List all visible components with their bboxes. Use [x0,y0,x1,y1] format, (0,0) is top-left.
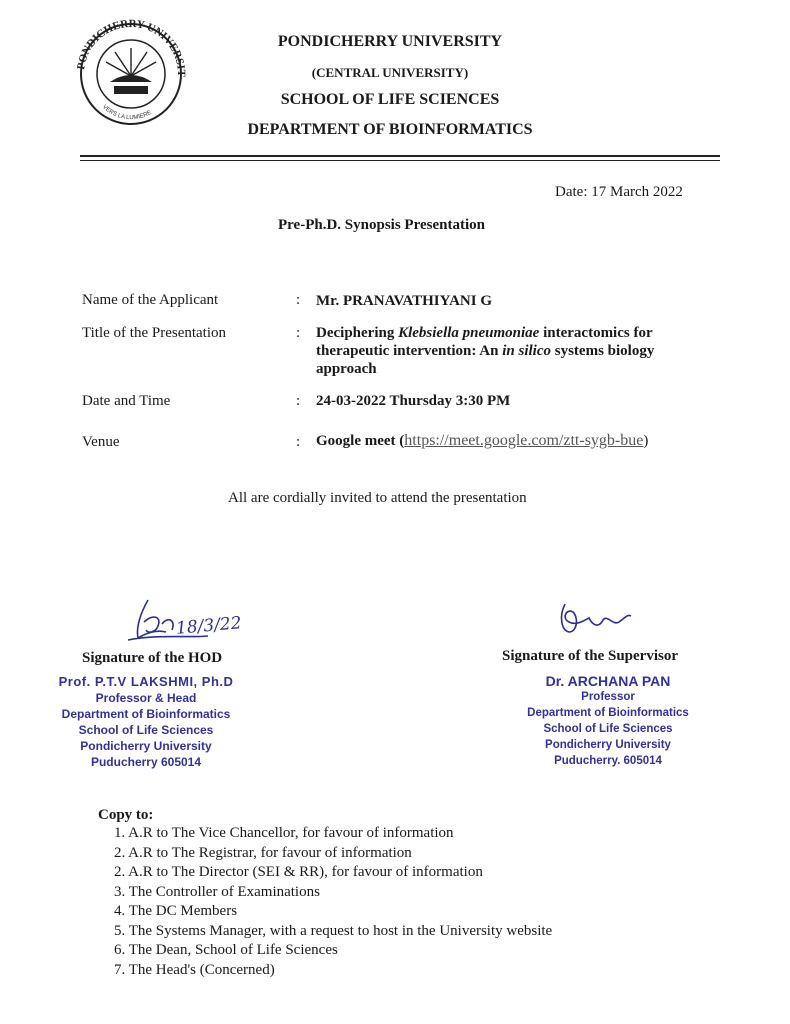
university-name: PONDICHERRY UNIVERSITY [277,33,503,50]
title-text: Deciphering [316,325,399,341]
header-divider [80,155,720,157]
list-item: 4. The DC Members [114,903,238,919]
subject-title: Pre-Ph.D. Synopsis Presentation [278,217,485,233]
list-item: 6. The Dean, School of Life Sciences [114,942,338,958]
colon: : [296,325,301,341]
title-italic-species: Klebsiella pneumoniae [398,325,540,341]
colon: : [296,393,301,409]
department-name: DEPARTMENT OF BIOINFORMATICS [247,121,533,138]
title-italic-insilico: in silico [502,343,551,359]
copy-to-list [114,824,552,980]
hod-signature-date: 18/3/22 [175,613,243,639]
venue-value [316,432,648,450]
venue-close: ) [643,433,649,449]
hod-stamp-line: Puducherry 605014 [90,755,202,769]
supervisor-stamp [503,673,713,769]
meeting-link[interactable]: https://meet.google.com/ztt-sygb-bue [404,432,644,449]
letter-date: Date: 17 March 2022 [555,184,683,200]
list-item: 3. The Controller of Examinations [114,883,320,900]
supervisor-stamp-line: Department of Bioinformatics [527,707,689,719]
svg-text:PONDICHERRY UNIVERSITY [70,18,187,78]
presentation-datetime: 24-03-2022 Thursday 3:30 PM [316,393,511,409]
invitation-text: All are cordially invited to attend the presentation [228,490,527,506]
supervisor-stamp-name: Dr. ARCHANA PAN [545,673,671,689]
seal-top-text: PONDICHERRY UNIVERSIT [75,18,188,77]
hod-signature [118,594,288,650]
copy-to-title: Copy to: [98,807,154,823]
applicant-label: Name of the Applicant [82,292,219,308]
university-seal [70,18,192,126]
supervisor-caption: Signature of the Supervisor [502,648,678,664]
supervisor-stamp-line: Puducherry. 605014 [554,755,662,767]
hod-stamp-line: School of Life Sciences [78,723,214,737]
supervisor-signature [555,596,635,640]
central-university: (CENTRAL UNIVERSITY) [311,65,469,80]
list-item: 2. A.R to The Registrar, for favour of information [114,844,412,861]
hod-stamp-name: Prof. P.T.V LAKSHMI, Ph.D [58,674,234,689]
title-text: systems biology approach [316,343,655,377]
venue-text: Google meet ( [316,433,405,449]
list-item: 7. The Head's (Concerned) [114,961,275,978]
title-text: interactomics for therapeutic intervention: An [316,325,653,359]
header-divider-2 [80,160,720,161]
supervisor-stamp-line: Pondicherry University [545,739,671,751]
seal-bottom-text: VERS LA LUMIERE [101,104,153,122]
colon: : [296,292,301,308]
hod-caption: Signature of the HOD [82,650,223,666]
list-item: 5. The Systems Manager, with a request to host in the University website [114,922,553,939]
hod-stamp [44,674,248,770]
presentation-title [316,324,716,378]
venue-label: Venue [82,434,120,450]
hod-stamp-line: Department of Bioinformatics [61,707,231,721]
datetime-label: Date and Time [82,393,171,409]
list-item: 2. A.R to The Director (SEI & RR), for favour of information [114,864,483,880]
hod-stamp-line: Professor & Head [95,691,197,705]
title-label: Title of the Presentation [82,325,227,341]
applicant-name: Mr. PRANAVATHIYANI G [316,293,493,309]
list-item: 1. A.R to The Vice Chancellor, for favour of information [114,825,454,841]
school-name: SCHOOL OF LIFE SCIENCES [280,91,500,108]
supervisor-stamp-line: Professor [581,691,635,703]
supervisor-stamp-line: School of Life Sciences [543,723,673,735]
colon: : [296,434,301,450]
hod-stamp-line: Pondicherry University [80,739,212,753]
